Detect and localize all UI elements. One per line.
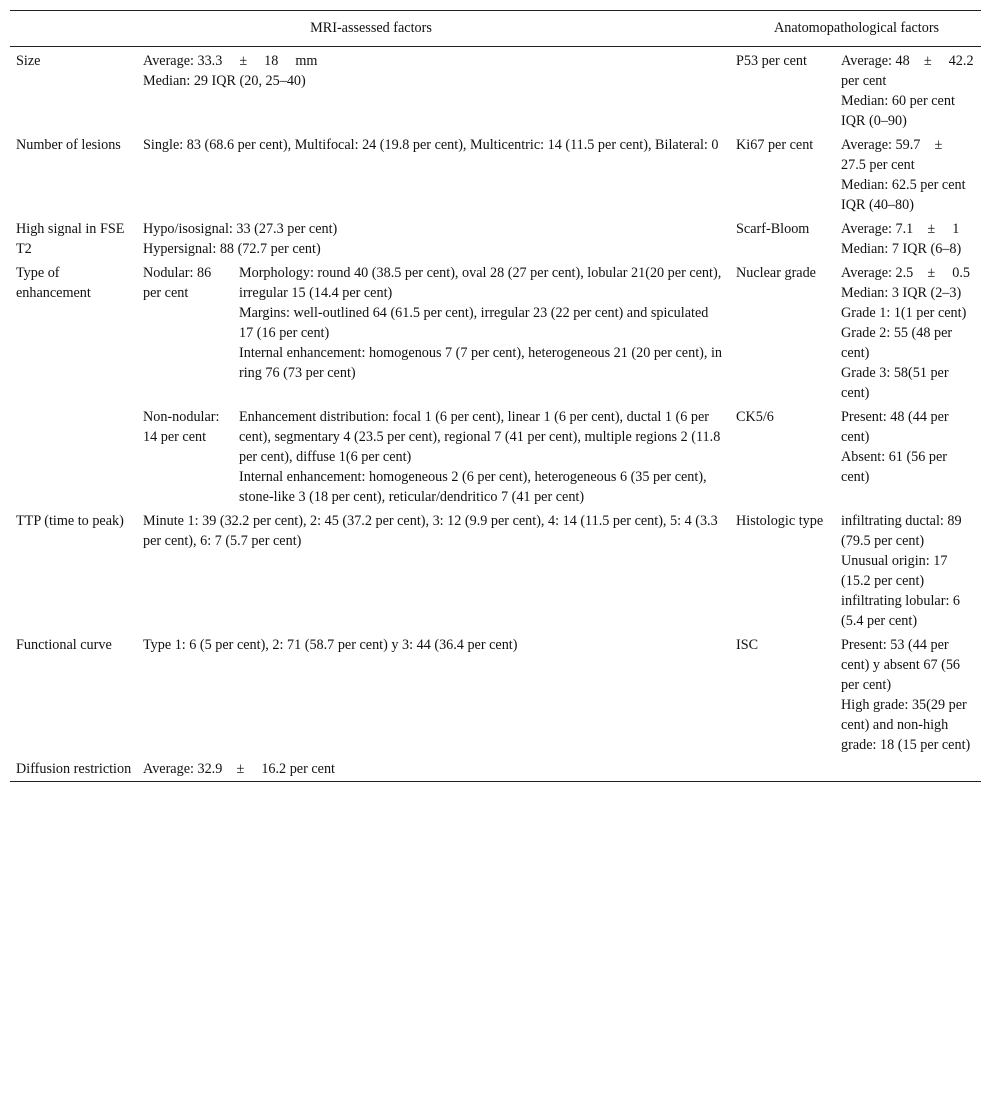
factor-label: High signal in FSE T2 [16,221,125,257]
mri-line: Margins: well-outlined 64 (61.5 per cent), irregular 23 (22 per cent) and spiculated 17 (16 per cent) [239,305,709,341]
anat-line: Absent: 61 (56 per cent) [841,449,948,485]
mri-value [233,261,730,405]
mri-line: Morphology: round 40 (38.5 per cent), oval 28 (27 per cent), lobular 21(20 per cent), irregular 15 (14.4 per cent) [239,265,722,301]
mri-value [137,757,730,782]
anat-label: Ki67 per cent [736,137,814,153]
anat-line: Unusual origin: 17 (15.2 per cent) [841,553,948,589]
mri-line: Single: 83 (68.6 per cent), Multifocal: 24 (19.8 per cent), Multicentric: 14 (11.5 per cent), Bilateral: 0 [143,137,719,153]
anat-line: Grade 3: 58(51 per cent) [841,365,949,401]
mri-line: Enhancement distribution: focal 1 (6 per cent), linear 1 (6 per cent), ductal 1 (6 per cent), segmentary 4 (23.5 per cent), regional 7 (41 per cent), multiple regions 2 (11.8 per cent), diffuse 1(6 per cent) [239,409,721,465]
mri-value [233,405,730,509]
mri-value [137,133,730,217]
factor-label: Size [16,53,41,69]
anat-line: Median: 62.5 per cent IQR (40–80) [841,177,966,213]
anat-label: P53 per cent [736,53,807,69]
anat-line: Median: 7 IQR (6–8) [841,241,962,257]
mri-line: Average: 32.9 ± 16.2 per cent [143,761,335,777]
anat-value [835,47,981,134]
anat-line: Present: 53 (44 per cent) y absent 67 (56 per cent) [841,637,961,693]
anat-line: Grade 2: 55 (48 per cent) [841,325,953,361]
anat-label: CK5/6 [736,409,774,425]
factor-label: Type of enhancement [16,265,91,301]
anat-value [835,217,981,261]
sub-label: Non-nodular: 14 per cent [143,409,220,445]
anat-line: Average: 48 ± 42.2 per cent [841,53,974,89]
factors-table [10,10,981,782]
anat-value [835,133,981,217]
anat-label: Scarf-Bloom [736,221,810,237]
anat-value [835,633,981,757]
mri-value [137,509,730,633]
mri-line: Hypersignal: 88 (72.7 per cent) [143,241,321,257]
anat-line: infiltrating ductal: 89 (79.5 per cent) [841,513,962,549]
anat-line: Average: 2.5 ± 0.5 [841,265,970,281]
anat-value [835,405,981,509]
anat-value [835,509,981,633]
mri-value [137,633,730,757]
mri-line: Hypo/isosignal: 33 (27.3 per cent) [143,221,338,237]
anat-label: ISC [736,637,759,653]
mri-line: Average: 33.3 ± 18 mm [143,53,318,69]
anat-line: High grade: 35(29 per cent) and non-high grade: 18 (15 per cent) [841,697,971,753]
mri-value [137,217,730,261]
table-row [10,757,981,782]
table-row [10,217,981,261]
table-row [10,261,981,405]
anat-value [835,757,981,782]
anat-label [730,757,835,782]
mri-value [137,47,730,134]
header-anatomopathological: Anatomopathological factors [730,11,981,47]
table-row [10,509,981,633]
factor-label [10,405,137,509]
factor-label: TTP (time to peak) [16,513,124,529]
mri-line: Internal enhancement: homogeneous 2 (6 per cent), heterogeneous 6 (35 per cent), stone-like 3 (18 per cent), reticular/dendritico 7 (41 per cent) [239,469,707,505]
table-row [10,633,981,757]
anat-label: Histologic type [736,513,824,529]
anat-line: Average: 7.1 ± 1 [841,221,960,237]
mri-line: Internal enhancement: homogenous 7 (7 per cent), heterogeneous 21 (20 per cent), in ring 76 (73 per cent) [239,345,722,381]
factor-label: Diffusion restriction [10,757,137,782]
anat-line: Average: 59.7 ± 27.5 per cent [841,137,960,173]
anat-line: Grade 1: 1(1 per cent) [841,305,967,321]
anat-line: Present: 48 (44 per cent) [841,409,949,445]
factor-label: Functional curve [16,637,112,653]
header-mri: MRI-assessed factors [10,11,730,47]
anat-line: infiltrating lobular: 6 (5.4 per cent) [841,593,961,629]
table-row [10,133,981,217]
mri-line: Type 1: 6 (5 per cent), 2: 71 (58.7 per cent) y 3: 44 (36.4 per cent) [143,637,518,653]
anat-line: Median: 3 IQR (2–3) [841,285,962,301]
anat-label: Nuclear grade [736,265,816,281]
anat-line: Median: 60 per cent IQR (0–90) [841,93,955,129]
anat-value [835,261,981,405]
mri-line: Minute 1: 39 (32.2 per cent), 2: 45 (37.2 per cent), 3: 12 (9.9 per cent), 4: 14 (11.5 per cent), 5: 4 (3.3 per cent), 6: 7 (5.7 per cent) [143,513,718,549]
mri-line: Median: 29 IQR (20, 25–40) [143,73,306,89]
sub-label: Nodular: 86 per cent [143,265,212,301]
table-row [10,47,981,134]
table-row [10,405,981,509]
table-header-row [10,11,981,47]
factor-label: Number of lesions [16,137,121,153]
